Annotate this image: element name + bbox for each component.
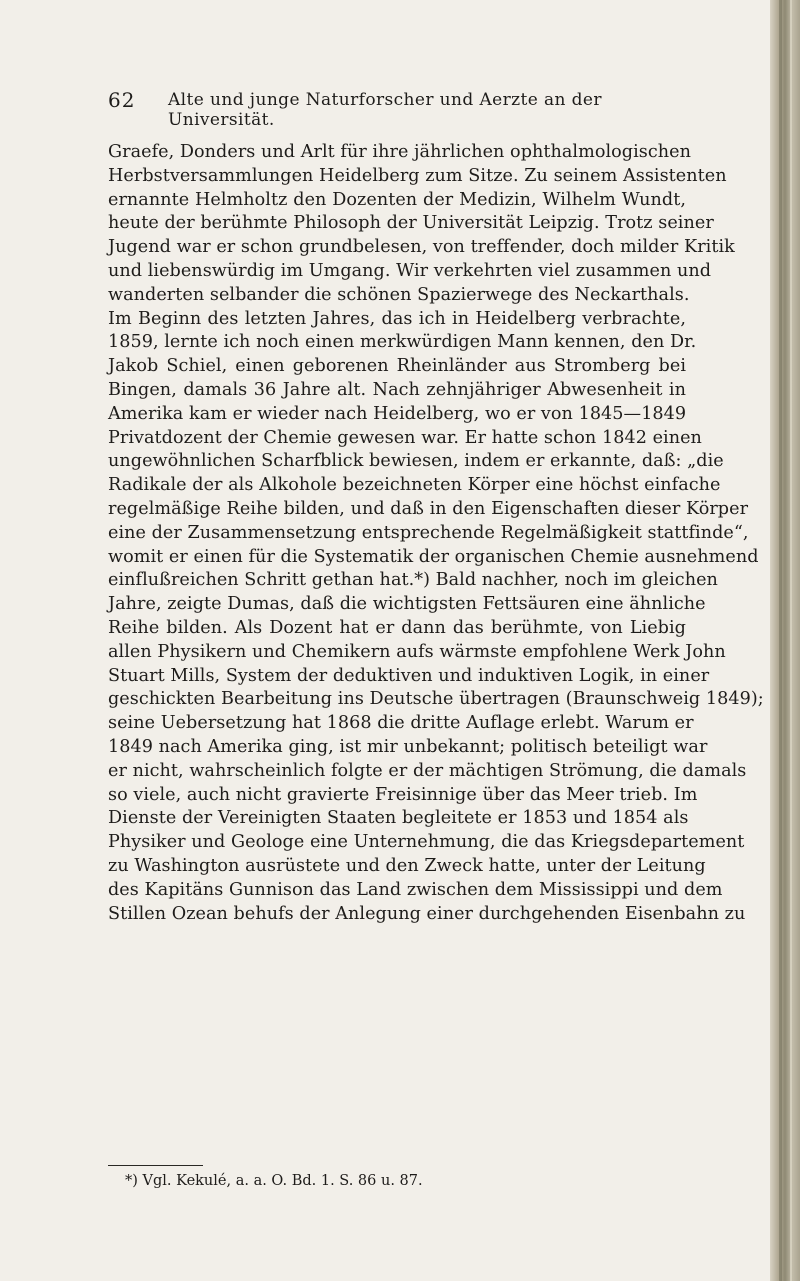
text-line: Jakob Schiel, einen geborenen Rheinländer aus Stromberg bei [108,356,686,377]
text-line: Jugend war er schon grundbelesen, von treffender, doch milder Kritik [108,237,735,258]
text-line: Jahre, zeigte Dumas, daß die wichtigsten Fettsäuren eine ähnliche [108,594,706,615]
text-line: regelmäßige Reihe bilden, und daß in den Eigenschaften dieser Körper [108,498,749,519]
page-edge [770,0,800,1281]
page-header [108,88,686,130]
text-line: er nicht, wahrscheinlich folgte er der mächtigen Strömung, die damals [108,760,747,781]
footnote-rule [108,1165,203,1166]
text-line: Privatdozent der Chemie gewesen war. Er hatte schon 1842 einen [108,427,702,448]
text-line: Dienste der Vereinigten Staaten begleitete er 1853 und 1854 als [108,808,689,829]
body-text [108,141,764,926]
text-line: wanderten selbander die schönen Spazierwege des Neckarthals. [108,284,690,305]
text-line: zu Washington ausrüstete und den Zweck hatte, unter der Leitung [108,855,706,876]
text-line: 1859, lernte ich noch einen merkwürdigen Mann kennen, den Dr. [108,332,697,353]
text-line: Bingen, damals 36 Jahre alt. Nach zehnjähriger Abwesenheit in [108,379,686,400]
page-number: 62 [108,88,136,112]
text-line: ernannte Helmholtz den Dozenten der Medizin, Wilhelm Wundt, [108,189,686,210]
text-line: so viele, auch nicht gravierte Freisinnige über das Meer trieb. Im [108,784,698,805]
text-line: Radikale der als Alkohole bezeichneten Körper eine höchst einfache [108,475,721,496]
text-line: Amerika kam er wieder nach Heidelberg, wo er von 1845—1849 [108,403,687,424]
text-line: Stuart Mills, System der deduktiven und induktiven Logik, in einer [108,665,710,686]
text-line: allen Physikern und Chemikern aufs wärmste empfohlene Werk John [108,641,726,662]
text-line: Im Beginn des letzten Jahres, das ich in Heidelberg verbrachte, [108,308,686,329]
text-line: Herbstversammlungen Heidelberg zum Sitze. Zu seinem Assistenten [108,165,727,186]
text-line: geschickten Bearbeitung ins Deutsche übertragen (Braunschweig 1849); [108,689,764,710]
text-line: einflußreichen Schritt gethan hat.*) Bald nachher, noch im gleichen [108,570,718,591]
text-line: und liebenswürdig im Umgang. Wir verkehrten viel zusammen und [108,260,712,281]
text-line: Physiker und Geologe eine Unternehmung, die das Kriegsdepartement [108,832,745,853]
text-line: womit er einen für die Systematik der organischen Chemie ausnehmend [108,546,759,567]
running-head: Alte und junge Naturforscher und Aerzte an der Universität. [168,90,602,130]
text-line: Stillen Ozean behufs der Anlegung einer durchgehenden Eisenbahn zu [108,903,746,924]
text-line: heute der berühmte Philosoph der Universität Leipzig. Trotz seiner [108,213,714,234]
text-line: des Kapitäns Gunnison das Land zwischen dem Mississippi und dem [108,879,723,900]
text-line: ungewöhnlichen Scharfblick bewiesen, indem er erkannte, daß: „die [108,451,724,472]
text-line: seine Uebersetzung hat 1868 die dritte Auflage erlebt. Warum er [108,713,694,734]
text-line: 1849 nach Amerika ging, ist mir unbekannt; politisch beteiligt war [108,736,708,757]
text-line: eine der Zusammensetzung entsprechende Regelmäßigkeit stattfinde“, [108,522,749,543]
text-line: Reihe bilden. Als Dozent hat er dann das berühmte, von Liebig [108,617,686,638]
text-line: Graefe, Donders und Arlt für ihre jährlichen ophthalmologischen [108,142,692,162]
footnote: *) Vgl. Kekulé, a. a. O. Bd. 1. S. 86 u. 87. [125,1173,423,1189]
